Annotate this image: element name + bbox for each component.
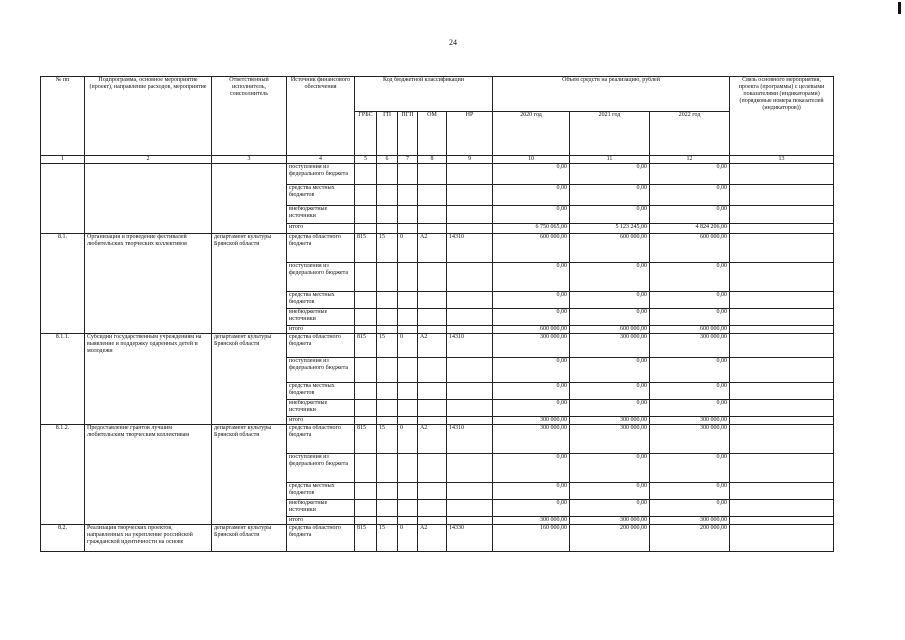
amount-2020-cell: 160 000,00	[493, 525, 570, 552]
nr-cell	[447, 500, 493, 517]
pgp-cell	[398, 500, 418, 517]
indicator-cell-empty	[730, 525, 834, 552]
table-row	[41, 425, 834, 454]
item-executor: департамент культуры Брянской области	[212, 234, 287, 334]
table-row	[41, 164, 834, 185]
pgp-cell	[398, 383, 418, 400]
amount-2021-cell: 300 000,00	[570, 334, 650, 358]
source-cell: поступления из федерального бюджета	[287, 454, 355, 483]
om-cell	[418, 292, 447, 309]
source-cell: средства областного бюджета	[287, 334, 355, 358]
indicator-cell-empty	[730, 309, 834, 326]
nr-cell	[447, 326, 493, 334]
header-amount: Объем средств на реализацию, рублей	[493, 77, 730, 112]
grbs-cell	[355, 358, 377, 383]
indicator-cell-empty	[730, 358, 834, 383]
amount-2020-cell: 0,00	[493, 383, 570, 400]
amount-2022-cell: 0,00	[650, 309, 730, 326]
nr-cell: 14310	[447, 234, 493, 263]
pgp-cell: 0	[398, 334, 418, 358]
source-cell: внебюджетные источники	[287, 206, 355, 224]
header-pgp: ПГП	[398, 112, 418, 156]
amount-2020-cell: 0,00	[493, 400, 570, 417]
amount-2021-cell: 0,00	[570, 358, 650, 383]
item-executor: департамент культуры Брянской области	[212, 525, 287, 552]
header-nr: НР	[447, 112, 493, 156]
nr-cell	[447, 358, 493, 383]
amount-2021-cell: 0,00	[570, 454, 650, 483]
item-number: 8.2.	[41, 525, 85, 552]
nr-cell	[447, 417, 493, 425]
nr-cell: 14330	[447, 525, 493, 552]
amount-2020-cell: 600 000,00	[493, 234, 570, 263]
indicator-cell-empty	[730, 234, 834, 263]
gp-cell: 15	[377, 234, 398, 263]
nr-cell	[447, 263, 493, 292]
om-cell	[418, 483, 447, 500]
pgp-cell: 0	[398, 425, 418, 454]
gp-cell	[377, 500, 398, 517]
column-number: 2	[85, 156, 212, 164]
column-number: 12	[650, 156, 730, 164]
nr-cell: 14310	[447, 334, 493, 358]
amount-2021-cell: 200 000,00	[570, 525, 650, 552]
indicator-cell-empty	[730, 263, 834, 292]
pgp-cell	[398, 454, 418, 483]
code-cell-empty	[418, 185, 447, 206]
amount-2021-cell: 0,00	[570, 500, 650, 517]
gp-cell	[377, 326, 398, 334]
code-cell-empty	[355, 185, 377, 206]
indicator-cell-empty	[730, 164, 834, 185]
amount-2022-cell: 0,00	[650, 292, 730, 309]
om-cell	[418, 454, 447, 483]
code-cell-empty	[418, 206, 447, 224]
om-cell	[418, 326, 447, 334]
header-2020: 2020 год	[493, 112, 570, 156]
code-cell-empty	[418, 224, 447, 234]
code-cell-empty	[398, 206, 418, 224]
amount-2021-cell: 0,00	[570, 206, 650, 224]
nr-cell	[447, 309, 493, 326]
amount-2022-cell: 0,00	[650, 483, 730, 500]
grbs-cell	[355, 383, 377, 400]
code-cell-empty	[377, 224, 398, 234]
grbs-cell	[355, 500, 377, 517]
code-cell-empty	[355, 206, 377, 224]
item-name: Предоставление грантов лучшим любительским творческим коллективам	[85, 425, 212, 525]
gp-cell	[377, 454, 398, 483]
code-cell-empty	[398, 224, 418, 234]
pgp-cell	[398, 263, 418, 292]
header-indicator-link: Связь основного мероприятия, проекта (программы) с целевыми показателями (индикаторами) (порядковые номера показателей (индикаторов))	[730, 77, 834, 156]
code-cell-empty	[355, 224, 377, 234]
grbs-cell	[355, 292, 377, 309]
grbs-cell	[355, 454, 377, 483]
code-cell-empty	[398, 164, 418, 185]
om-cell	[418, 417, 447, 425]
amount-2021-cell: 0,00	[570, 263, 650, 292]
grbs-cell	[355, 309, 377, 326]
amount-2020-cell: 0,00	[493, 263, 570, 292]
nr-cell	[447, 517, 493, 525]
amount-2021-cell: 0,00	[570, 164, 650, 185]
om-cell: А2	[418, 234, 447, 263]
amount-2022-cell: 300 000,00	[650, 425, 730, 454]
amount-2022-cell: 0,00	[650, 206, 730, 224]
source-cell: средства местных бюджетов	[287, 292, 355, 309]
gp-cell: 15	[377, 525, 398, 552]
code-cell-empty	[377, 206, 398, 224]
pgp-cell: 0	[398, 234, 418, 263]
indicator-cell-empty	[730, 483, 834, 500]
item-name: Субсидии государственным учреждениям на выявление и поддержку одаренных детей и молодежи	[85, 334, 212, 425]
header-gp: ГП	[377, 112, 398, 156]
code-cell-empty	[447, 185, 493, 206]
gp-cell	[377, 483, 398, 500]
nr-cell	[447, 383, 493, 400]
grbs-cell: 815	[355, 525, 377, 552]
om-cell	[418, 517, 447, 525]
column-number: 13	[730, 156, 834, 164]
indicator-cell-empty	[730, 334, 834, 358]
source-cell: средства местных бюджетов	[287, 185, 355, 206]
gp-cell	[377, 383, 398, 400]
amount-2020-cell: 0,00	[493, 454, 570, 483]
om-cell: А2	[418, 525, 447, 552]
column-number: 11	[570, 156, 650, 164]
pgp-cell	[398, 309, 418, 326]
nr-cell	[447, 400, 493, 417]
indicator-cell-empty	[730, 454, 834, 483]
column-number: 5	[355, 156, 377, 164]
amount-2020-cell: 0,00	[493, 292, 570, 309]
item-executor: департамент культуры Брянской области	[212, 425, 287, 525]
amount-2020-cell: 300 000,00	[493, 417, 570, 425]
gp-cell: 15	[377, 334, 398, 358]
amount-2022-cell: 300 000,00	[650, 334, 730, 358]
source-cell: внебюджетные источники	[287, 400, 355, 417]
amount-2020-cell: 0,00	[493, 164, 570, 185]
source-cell: итого	[287, 326, 355, 334]
amount-2022-cell: 0,00	[650, 454, 730, 483]
column-number: 8	[418, 156, 447, 164]
code-cell-empty	[398, 185, 418, 206]
om-cell	[418, 309, 447, 326]
amount-2022-cell: 0,00	[650, 263, 730, 292]
pgp-cell	[398, 326, 418, 334]
amount-2020-cell: 300 000,00	[493, 425, 570, 454]
amount-2022-cell: 200 000,00	[650, 525, 730, 552]
indicator-cell-empty	[730, 500, 834, 517]
column-number: 7	[398, 156, 418, 164]
source-cell: итого	[287, 224, 355, 234]
column-number: 4	[287, 156, 355, 164]
item-number: 8.1.2.	[41, 425, 85, 525]
scan-edge-mark	[898, 2, 901, 14]
amount-2021-cell: 0,00	[570, 483, 650, 500]
gp-cell	[377, 263, 398, 292]
item-executor: департамент культуры Брянской области	[212, 334, 287, 425]
header-num: № пп	[41, 77, 85, 156]
table-row	[41, 334, 834, 358]
source-cell: итого	[287, 417, 355, 425]
code-cell-empty	[418, 164, 447, 185]
source-cell: итого	[287, 517, 355, 525]
source-cell: поступления из федерального бюджета	[287, 164, 355, 185]
page-number: 24	[449, 38, 457, 47]
column-number: 3	[212, 156, 287, 164]
amount-2020-cell: 0,00	[493, 358, 570, 383]
grbs-cell	[355, 263, 377, 292]
amount-2021-cell: 0,00	[570, 185, 650, 206]
grbs-cell: 815	[355, 425, 377, 454]
amount-2020-cell: 300 000,00	[493, 334, 570, 358]
column-number: 1	[41, 156, 85, 164]
om-cell	[418, 383, 447, 400]
amount-2020-cell: 600 000,00	[493, 326, 570, 334]
source-cell: внебюджетные источники	[287, 500, 355, 517]
code-cell-empty	[377, 185, 398, 206]
om-cell	[418, 263, 447, 292]
amount-2020-cell: 0,00	[493, 206, 570, 224]
code-cell-empty	[355, 164, 377, 185]
amount-2020-cell: 0,00	[493, 185, 570, 206]
gp-cell	[377, 292, 398, 309]
source-cell: средства местных бюджетов	[287, 483, 355, 500]
amount-2022-cell: 300 000,00	[650, 417, 730, 425]
grbs-cell	[355, 483, 377, 500]
amount-2020-cell: 0,00	[493, 500, 570, 517]
om-cell	[418, 358, 447, 383]
column-number: 6	[377, 156, 398, 164]
header-2022: 2022 год	[650, 112, 730, 156]
header-source: Источник финансового обеспечения	[287, 77, 355, 156]
code-cell-empty	[377, 164, 398, 185]
pgp-cell	[398, 483, 418, 500]
table-row	[41, 234, 834, 263]
header-program: Подпрограмма, основное мероприятие (проект), направление расходов, мероприятие	[85, 77, 212, 156]
grbs-cell	[355, 326, 377, 334]
indicator-cell-empty	[730, 292, 834, 309]
indicator-cell-empty	[730, 517, 834, 525]
nr-cell	[447, 292, 493, 309]
amount-2021-cell: 0,00	[570, 400, 650, 417]
amount-2021-cell: 600 000,00	[570, 234, 650, 263]
column-number-row	[41, 156, 834, 164]
pgp-cell	[398, 358, 418, 383]
gp-cell	[377, 358, 398, 383]
code-cell-empty	[447, 164, 493, 185]
gp-cell	[377, 417, 398, 425]
amount-2020-cell: 6 750 065,00	[493, 224, 570, 234]
amount-2022-cell: 0,00	[650, 164, 730, 185]
indicator-cell-empty	[730, 326, 834, 334]
amount-2022-cell: 0,00	[650, 500, 730, 517]
nr-cell	[447, 483, 493, 500]
nr-cell: 14310	[447, 425, 493, 454]
amount-2021-cell: 0,00	[570, 292, 650, 309]
item-number: 8.1.1.	[41, 334, 85, 425]
om-cell	[418, 400, 447, 417]
amount-2021-cell: 0,00	[570, 309, 650, 326]
amount-2022-cell: 0,00	[650, 383, 730, 400]
header-budget-code: Код бюджетной классификации	[355, 77, 493, 112]
amount-2022-cell: 0,00	[650, 185, 730, 206]
source-cell: средства местных бюджетов	[287, 383, 355, 400]
amount-2020-cell: 0,00	[493, 309, 570, 326]
grbs-cell	[355, 400, 377, 417]
source-cell: средства областного бюджета	[287, 525, 355, 552]
program-cell-empty	[85, 164, 212, 234]
om-cell: А2	[418, 425, 447, 454]
amount-2021-cell: 600 000,00	[570, 326, 650, 334]
grbs-cell: 815	[355, 334, 377, 358]
source-cell: средства областного бюджета	[287, 234, 355, 263]
pgp-cell	[398, 400, 418, 417]
code-cell-empty	[447, 206, 493, 224]
amount-2021-cell: 300 000,00	[570, 417, 650, 425]
pgp-cell	[398, 417, 418, 425]
source-cell: внебюджетные источники	[287, 309, 355, 326]
column-number: 9	[447, 156, 493, 164]
indicator-cell-empty	[730, 383, 834, 400]
header-executor: Ответственный исполнитель, соисполнитель	[212, 77, 287, 156]
header-row-top	[41, 77, 834, 112]
gp-cell	[377, 517, 398, 525]
amount-2020-cell: 0,00	[493, 483, 570, 500]
source-cell: средства областного бюджета	[287, 425, 355, 454]
indicator-cell-empty	[730, 206, 834, 224]
header-om: ОМ	[418, 112, 447, 156]
amount-2020-cell: 300 000,00	[493, 517, 570, 525]
nr-cell	[447, 454, 493, 483]
amount-2021-cell: 5 123 245,00	[570, 224, 650, 234]
header-2021: 2021 год	[570, 112, 650, 156]
grbs-cell: 815	[355, 234, 377, 263]
indicator-cell-empty	[730, 400, 834, 417]
source-cell: поступления из федерального бюджета	[287, 263, 355, 292]
indicator-cell-empty	[730, 185, 834, 206]
table-row	[41, 525, 834, 552]
amount-2021-cell: 300 000,00	[570, 517, 650, 525]
executor-cell-empty	[212, 164, 287, 234]
pgp-cell	[398, 517, 418, 525]
indicator-cell-empty	[730, 224, 834, 234]
amount-2021-cell: 0,00	[570, 383, 650, 400]
grbs-cell	[355, 417, 377, 425]
amount-2022-cell: 600 000,00	[650, 326, 730, 334]
indicator-cell-empty	[730, 425, 834, 454]
code-cell-empty	[447, 224, 493, 234]
pgp-cell: 0	[398, 525, 418, 552]
amount-2022-cell: 600 000,00	[650, 234, 730, 263]
amount-2022-cell: 4 824 206,00	[650, 224, 730, 234]
gp-cell: 15	[377, 425, 398, 454]
item-number: 8.1.	[41, 234, 85, 334]
amount-2022-cell: 0,00	[650, 358, 730, 383]
source-cell: поступления из федерального бюджета	[287, 358, 355, 383]
item-name: Реализация творческих проектов, направленных на укрепление российской гражданской идентичности на основе	[85, 525, 212, 552]
indicator-cell-empty	[730, 417, 834, 425]
om-cell	[418, 500, 447, 517]
amount-2021-cell: 300 000,00	[570, 425, 650, 454]
amount-2022-cell: 0,00	[650, 400, 730, 417]
gp-cell	[377, 400, 398, 417]
num-cell-empty	[41, 164, 85, 234]
amount-2022-cell: 300 000,00	[650, 517, 730, 525]
budget-table	[40, 76, 834, 552]
grbs-cell	[355, 517, 377, 525]
column-number: 10	[493, 156, 570, 164]
gp-cell	[377, 309, 398, 326]
item-name: Организация и проведение фестивалей любительских творческих коллективов	[85, 234, 212, 334]
om-cell: А2	[418, 334, 447, 358]
pgp-cell	[398, 292, 418, 309]
header-grbs: ГРБС	[355, 112, 377, 156]
